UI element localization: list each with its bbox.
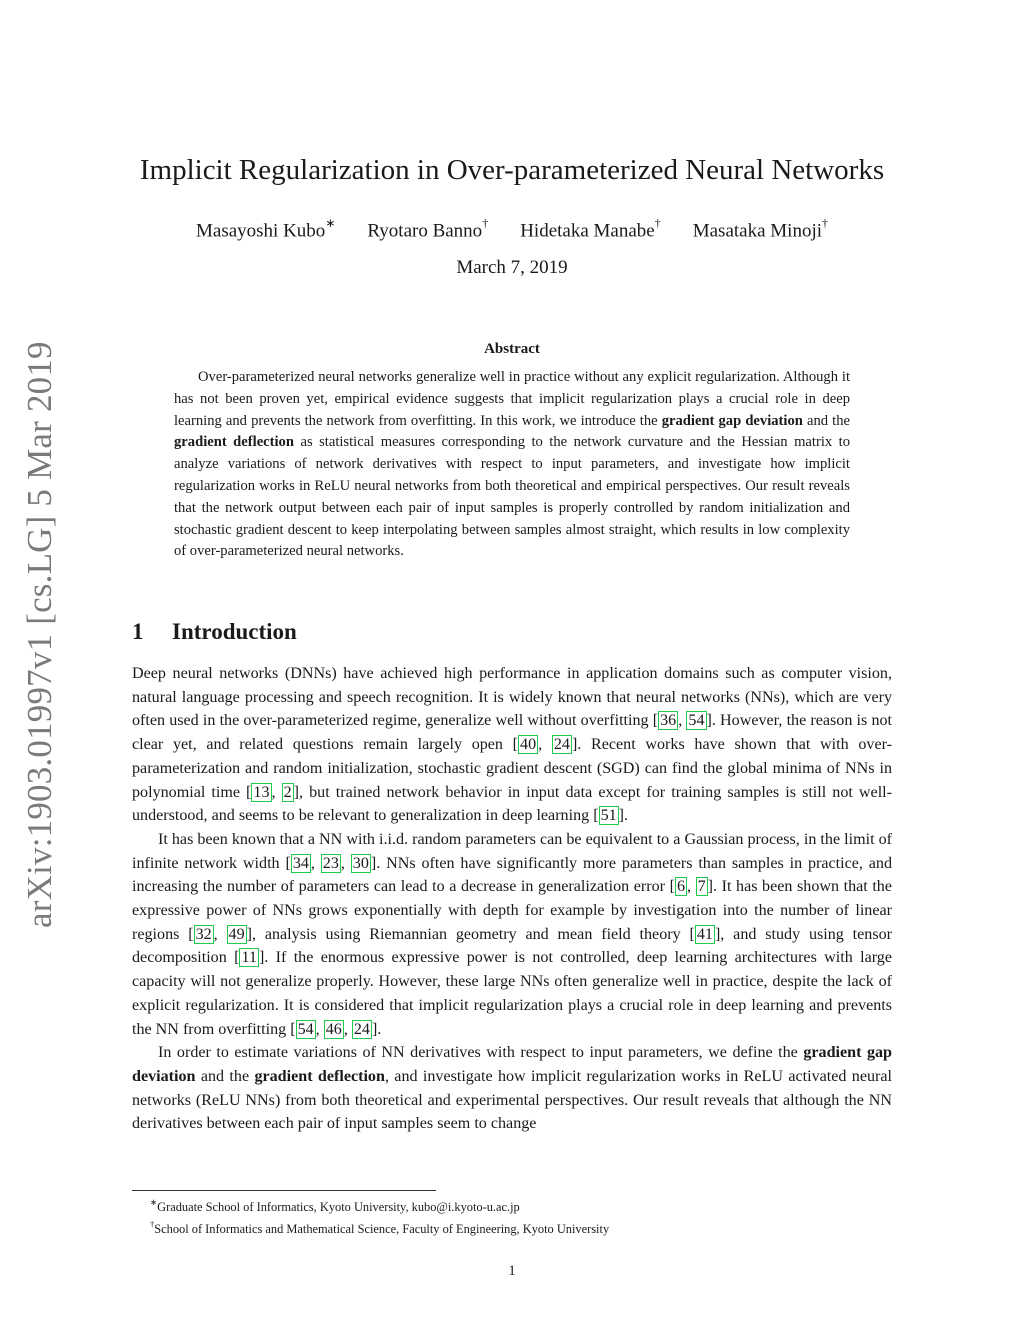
paragraph-text: , [271,783,282,801]
author-affiliation-mark: ∗ [325,216,336,230]
paragraph-text: ]. NNs often have significantly more parameters than samples in practice, and increasing the number of parameters can lead to a decrease in generalization error [ [132,854,893,896]
citation-link[interactable]: 23 [322,854,339,872]
citation-link[interactable]: 54 [688,712,705,730]
paragraph-text: , and investigate how implicit regularization works in ReLU activated neural networks (ReLU NNs) from both theoretical and experimental perspectives. Our result reveals that although the NN derivatives between each pair of input samples seem to change [132,1067,892,1133]
citation-link[interactable]: 6 [676,878,685,896]
paragraph-text: , [213,925,227,943]
citation-link[interactable]: 41 [696,925,713,943]
defined-term: gradient gap deviation [132,1044,892,1085]
abstract-text: and the [802,412,850,429]
citation-link[interactable]: 13 [253,783,270,801]
citation-link[interactable]: 51 [600,807,617,825]
author-affiliation-mark: † [654,216,661,230]
paragraph-text: , [315,1020,324,1038]
abstract-text: as statistical measures corresponding to the network curvature and the Hessian matrix to analyze variations of network derivatives with respect to input parameters, and investigate how implicit regularization works in ReLU neural networks from both theoretical and empirical perspectives. Our result reveals that the network output between each pair of input samples is properly controlled by random initialization and stochastic gradient descent to keep interpolating between samples almost straight, which results in low complexity of over-parameterized neural networks. [174,434,851,560]
paragraph [132,828,892,1041]
footnote-divider [132,1190,436,1191]
footnote-mark: ∗ [150,1197,158,1207]
citation-link[interactable]: 24 [353,1020,370,1038]
abstract-text: Over-parameterized neural networks generalize well in practice without any explicit regularization. Although it has not been proven yet, empirical evidence suggests that implicit regularization plays a crucial role in deep learning and prevents the network from overfitting. In this work, we introduce the [174,369,850,429]
publication-date: March 7, 2019 [456,257,568,278]
abstract-term: gradient deflection [174,434,294,451]
paragraph-text: In order to estimate variations of NN derivatives with respect to input parameters, we define the [158,1044,804,1062]
citation-link[interactable]: 54 [297,1020,314,1038]
paragraph-text: ]. Recent works have shown that with over-parameterization and random initialization, stochastic gradient descent (SGD) can find the global minima of NNs in polynomial time [ [132,736,892,801]
citation-link[interactable]: 32 [195,925,212,943]
citation-link[interactable]: 49 [228,925,245,943]
footnote-text: School of Informatics and Mathematical Science, Faculty of Engineering, Kyoto University [154,1221,610,1236]
footnote-text: Graduate School of Informatics, Kyoto University, kubo@i.kyoto-u.ac.jp [157,1200,520,1215]
citation-link[interactable]: 30 [352,854,369,872]
author [196,210,335,246]
paragraph-text: ]. However, the reason is not clear yet, and related questions remain largely open [ [132,712,893,754]
page-number: 1 [508,1263,516,1279]
footnotes [132,1195,892,1238]
author [520,210,661,246]
abstract-heading: Abstract [484,341,540,357]
paragraph-text: , [538,736,552,754]
paragraph-text: , [343,1020,352,1038]
paragraph-text: , [687,878,696,896]
author-name: Masayoshi Kubo [196,220,326,242]
paragraph-text: ]. [618,807,629,825]
citation-link[interactable]: 46 [325,1020,342,1038]
paragraph-text: , [310,854,321,872]
footnote [132,1217,892,1239]
section-number: 1 [132,619,144,644]
citation-link[interactable]: 11 [241,949,257,967]
author-list [0,210,1024,246]
paragraph [132,662,892,828]
footnote-mark: † [150,1218,155,1229]
section-heading [132,616,892,648]
paragraph-text: ]. If the enormous expressive power is not controlled, deep learning architectures with large capacity will not generalize properly. However, these large NNs often generalize well in practice, despite the lack of explicit regularization. It is considered that implicit regularization plays a crucial role in deep learning and prevents the NN from overfitting [ [132,949,892,1038]
footnote [132,1195,892,1217]
arxiv-side-stamp: arXiv:1903.01997v1 [cs.LG] 5 Mar 2019 [20,341,59,928]
paragraph-text: ], analysis using Riemannian geometry and mean field theory [ [246,925,695,943]
author-affiliation-mark: † [822,216,828,230]
citation-link[interactable]: 2 [283,783,292,801]
author-name: Masataka Minoji [692,220,822,242]
citation-link[interactable]: 7 [697,878,706,896]
paragraph-text: ]. It has been shown that the expressive power of NNs grows exponentially with depth for example by investigation into the number of linear regions [ [132,878,892,943]
citation-link[interactable]: 34 [292,854,309,872]
paragraph-text: ], but trained network behavior in input data except for training samples is still not well-understood, and seems to be relevant to generalization in deep learning [ [132,783,892,825]
defined-term: gradient deflection [254,1067,385,1085]
author [367,210,488,246]
author-name: Hidetaka Manabe [520,220,655,242]
paragraph-text: Deep neural networks (DNNs) have achieved high performance in application domains such as computer vision, natural language processing and speech recognition. It is widely known that neural networks (NNs), which are very often used in the over-parameterized regime, generalize well without overfitting [ [132,665,892,730]
paragraph-text: It has been known that a NN with i.i.d. random parameters can be equivalent to a Gaussian process, in the limit of infinite network width [ [132,830,892,872]
paragraph-text: ]. [371,1020,382,1038]
paper-title: Implicit Regularization in Over-parameterized Neural Networks [139,154,885,186]
author-name: Ryotaro Banno [367,220,483,242]
paragraph-text: ], and study using tensor decomposition [ [132,925,892,967]
citation-link[interactable]: 24 [553,736,570,754]
abstract-term: gradient gap deviation [661,412,803,429]
introduction-body [132,662,892,1136]
author [693,210,828,246]
paragraph-text: and the [195,1067,255,1085]
paragraph-text: , [678,712,687,730]
paragraph-text: , [340,854,351,872]
abstract-body [174,367,850,563]
citation-link[interactable]: 36 [660,712,677,730]
paragraph [132,1041,892,1136]
author-affiliation-mark: † [482,216,489,230]
citation-link[interactable]: 40 [520,736,537,754]
section-title: Introduction [172,619,297,644]
